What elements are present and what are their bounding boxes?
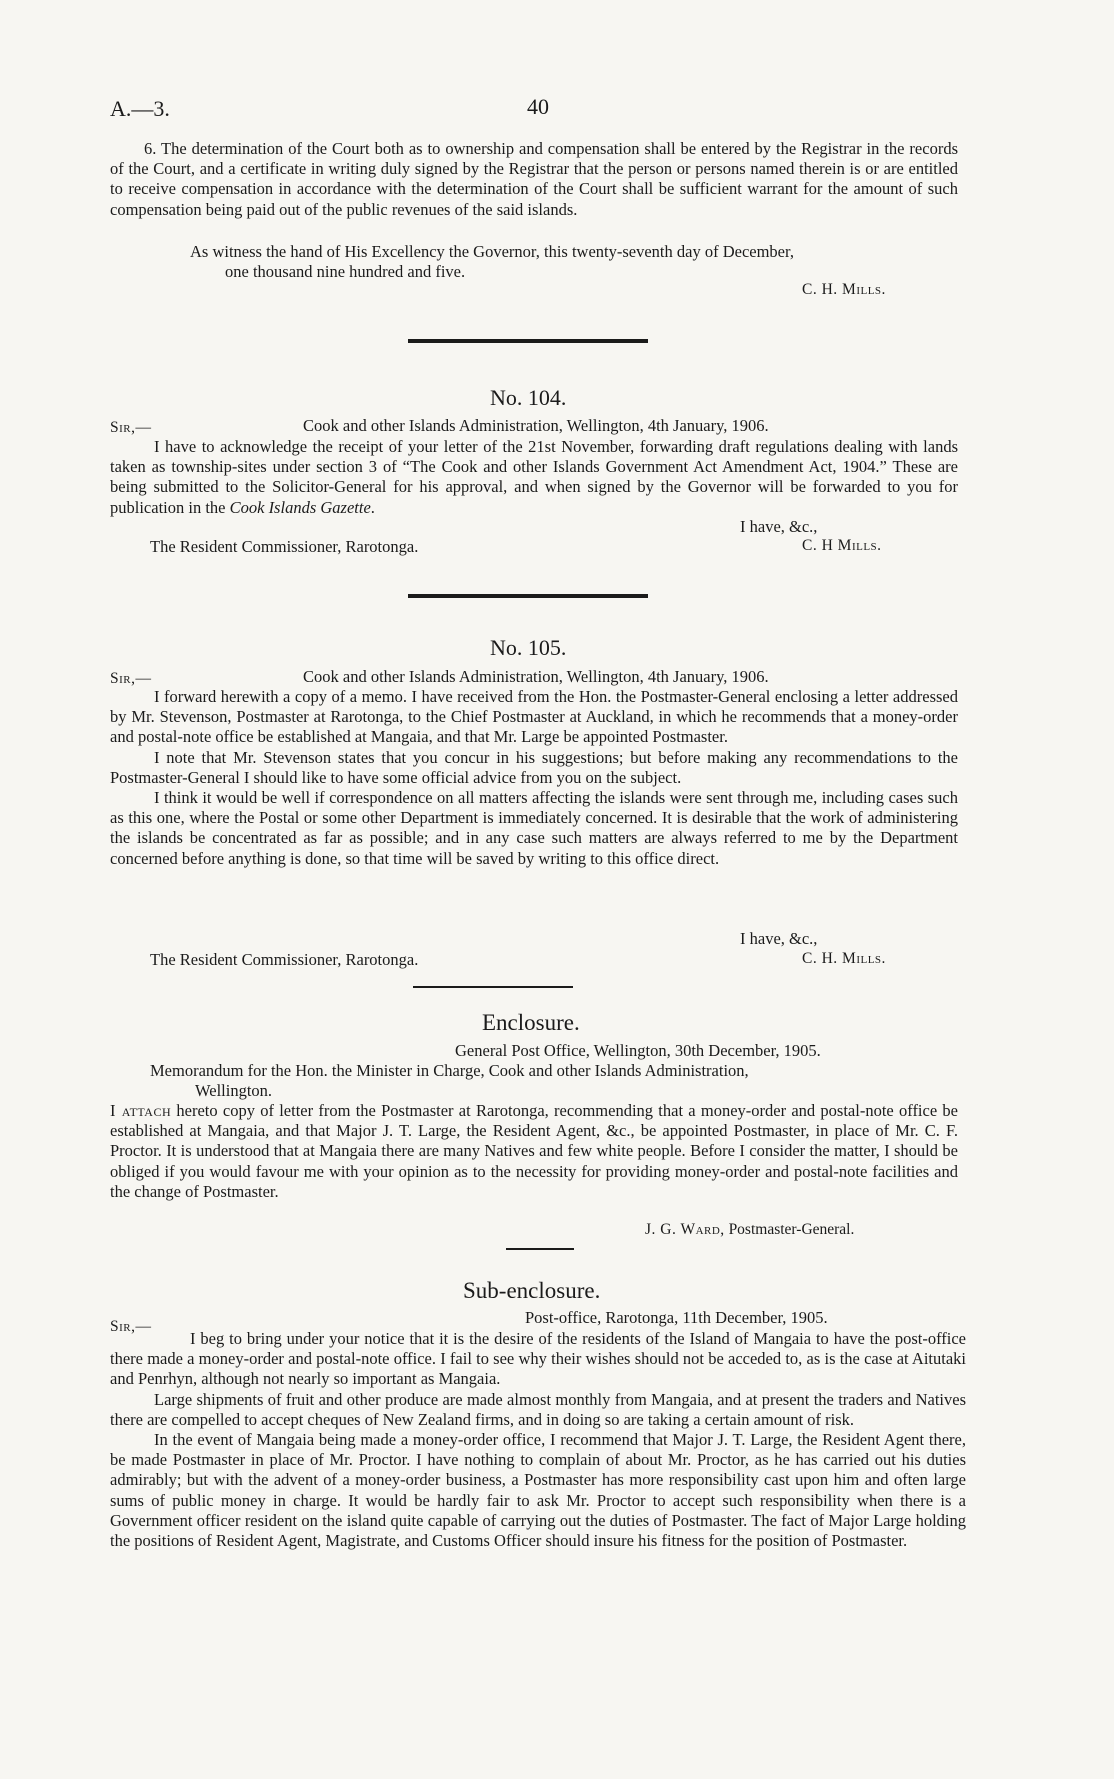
witness-line-1: As witness the hand of His Excellency the Governor, this twenty-seventh day of December, [190,242,794,261]
dateline-105: Cook and other Islands Administration, Wellington, 4th January, 1906. [303,667,769,686]
letter-105-para-2: I note that Mr. Stevenson states that you concur in his suggestions; but before making any recommendations to the Postmaster-General I should like to have some official advice from you on the subject. [110,747,958,787]
letter-105-para-1: I forward herewith a copy of a memo. I have received from the Hon. the Postmaster-General enclosing a letter addressed by Mr. Stevenson, Postmaster at Rarotonga, to the Chief Postmaster at Auckland, in which he recommends that a money-order and postal-note office be established at Mangaia, and that Mr. Large be appointed Postmaster. [110,687,958,747]
section-divider-2 [408,594,648,598]
section-divider-3 [413,986,573,988]
memo-heading-line-1: Memorandum for the Hon. the Minister in Charge, Cook and other Islands Administration, [150,1061,749,1080]
signature-mills-1: C. H. Mills. [802,281,886,298]
memo-body [110,1101,958,1202]
section-divider-1 [408,339,648,343]
addressee-105: The Resident Commissioner, Rarotonga. [150,950,419,969]
closing-104: I have, &c., [740,517,818,536]
enclosure-dateline: General Post Office, Wellington, 30th December, 1905. [455,1041,821,1060]
subenclosure-body [110,1329,966,1551]
letter-105-para-3: I think it would be well if correspondence on all matters affecting the islands were sent through me, including cases such as this one, where the Postal or some other Department is immediately concerned. It is desirable that the work of administering the islands be concentrated as far as possible; and in any case such matters are always referred to me by the Department concerned before anything is done, so that time will be saved by writing to this office direct. [110,788,958,868]
clause-6-text: 6. The determination of the Court both as to ownership and compensation shall be entered by the Registrar in the records of the Court, and a certificate in writing duly signed by the Registrar that the person or persons named therein is or are entitled to receive compensation in accordance with the determination of the Court shall be sufficient warrant for the amount of such compensation being paid out of the public revenues of the said islands. [110,139,958,219]
letter-104-end: . [370,497,375,517]
letter-104-body [110,437,958,518]
signature-ward [645,1221,854,1239]
salutation-105: Sir,— [110,670,152,687]
ward-title: Postmaster-General. [728,1221,855,1238]
subenclosure-para-3: In the event of Mangaia being made a money-order office, I recommend that Major J. T. Large, the Resident Agent there, be made Postmaster in place of Mr. Proctor. I have nothing to complain of about Mr. Proctor, as he has carried out his duties admirably; but with the advent of a money-order business, a Postmaster has more responsibility cast upon him and often large sums of public money in charge. It would be hardly fair to ask Mr. Proctor to accept such responsibility when there is a Government officer resident on the island quite capable of carrying out the duties of Postmaster. The fact of Major Large holding the positions of Resident Agent, Magistrate, and Customs Officer should insure his fitness for the position of Postmaster. [110,1430,966,1551]
dateline-104: Cook and other Islands Administration, Wellington, 4th January, 1906. [303,416,769,435]
witness-line-2: one thousand nine hundred and five. [225,262,466,281]
subenclosure-title: Sub-enclosure. [463,1278,601,1303]
letter-104-text: I have to acknowledge the receipt of your letter of the 21st November, forwarding draft regulations dealing with lands taken as township-sites under section 3 of “The Cook and other Islands Government Act Amendment Act, 1904.” These are being submitted to the Solicitor-General for his approval, and when signed by the Governor will be forwarded to you for publication in the [110,437,958,517]
section-divider-4 [506,1248,574,1250]
memo-text: hereto copy of letter from the Postmaster at Rarotonga, recommending that a money-order and postal-note office be established at Mangaia, and that Major J. T. Large, the Resident Agent, &c., be appointed Postmaster, in place of Mr. C. F. Proctor. It is understood that at Mangaia there are many Natives and few white people. Before I consider the matter, I should be obliged if you would favour me with your opinion as to the necessity for providing money-order and postal-note facilities and the change of Postmaster. [110,1101,958,1201]
page-number: 40 [527,94,549,119]
addressee-104: The Resident Commissioner, Rarotonga. [150,537,419,556]
subenclosure-dateline: Post-office, Rarotonga, 11th December, 1905. [525,1308,828,1327]
letter-number-105: No. 105. [490,635,567,660]
ward-name: J. G. Ward, [645,1221,725,1238]
enclosure-title: Enclosure. [482,1010,580,1035]
signature-mills-2: C. H Mills. [802,537,882,554]
salutation-104: Sir,— [110,419,152,436]
closing-105: I have, &c., [740,929,818,948]
memo-lead-word: I attach [110,1101,172,1120]
letter-number-104: No. 104. [490,385,567,410]
signature-mills-3: C. H. Mills. [802,950,886,967]
letter-105-body [110,687,958,869]
subenclosure-para-1: I beg to bring under your notice that it is the desire of the residents of the Island of Mangaia to have the post-office there made a money-order and postal-note office. I fail to see why their wishes should not be acceded to, as is the case at Aitutaki and Penrhyn, although not nearly so important as Mangaia. [110,1329,966,1389]
regulation-clause-6 [110,139,958,220]
salutation-subenclosure: Sir,— [110,1318,152,1335]
parliamentary-paper-ref: A.—3. [110,96,170,121]
memo-heading-line-2: Wellington. [195,1081,273,1100]
subenclosure-para-2: Large shipments of fruit and other produce are made almost monthly from Mangaia, and at present the traders and Natives there are compelled to accept cheques of New Zealand firms, and in doing so are taking a certain amount of risk. [110,1389,966,1429]
gazette-title: Cook Islands Gazette [229,497,371,517]
